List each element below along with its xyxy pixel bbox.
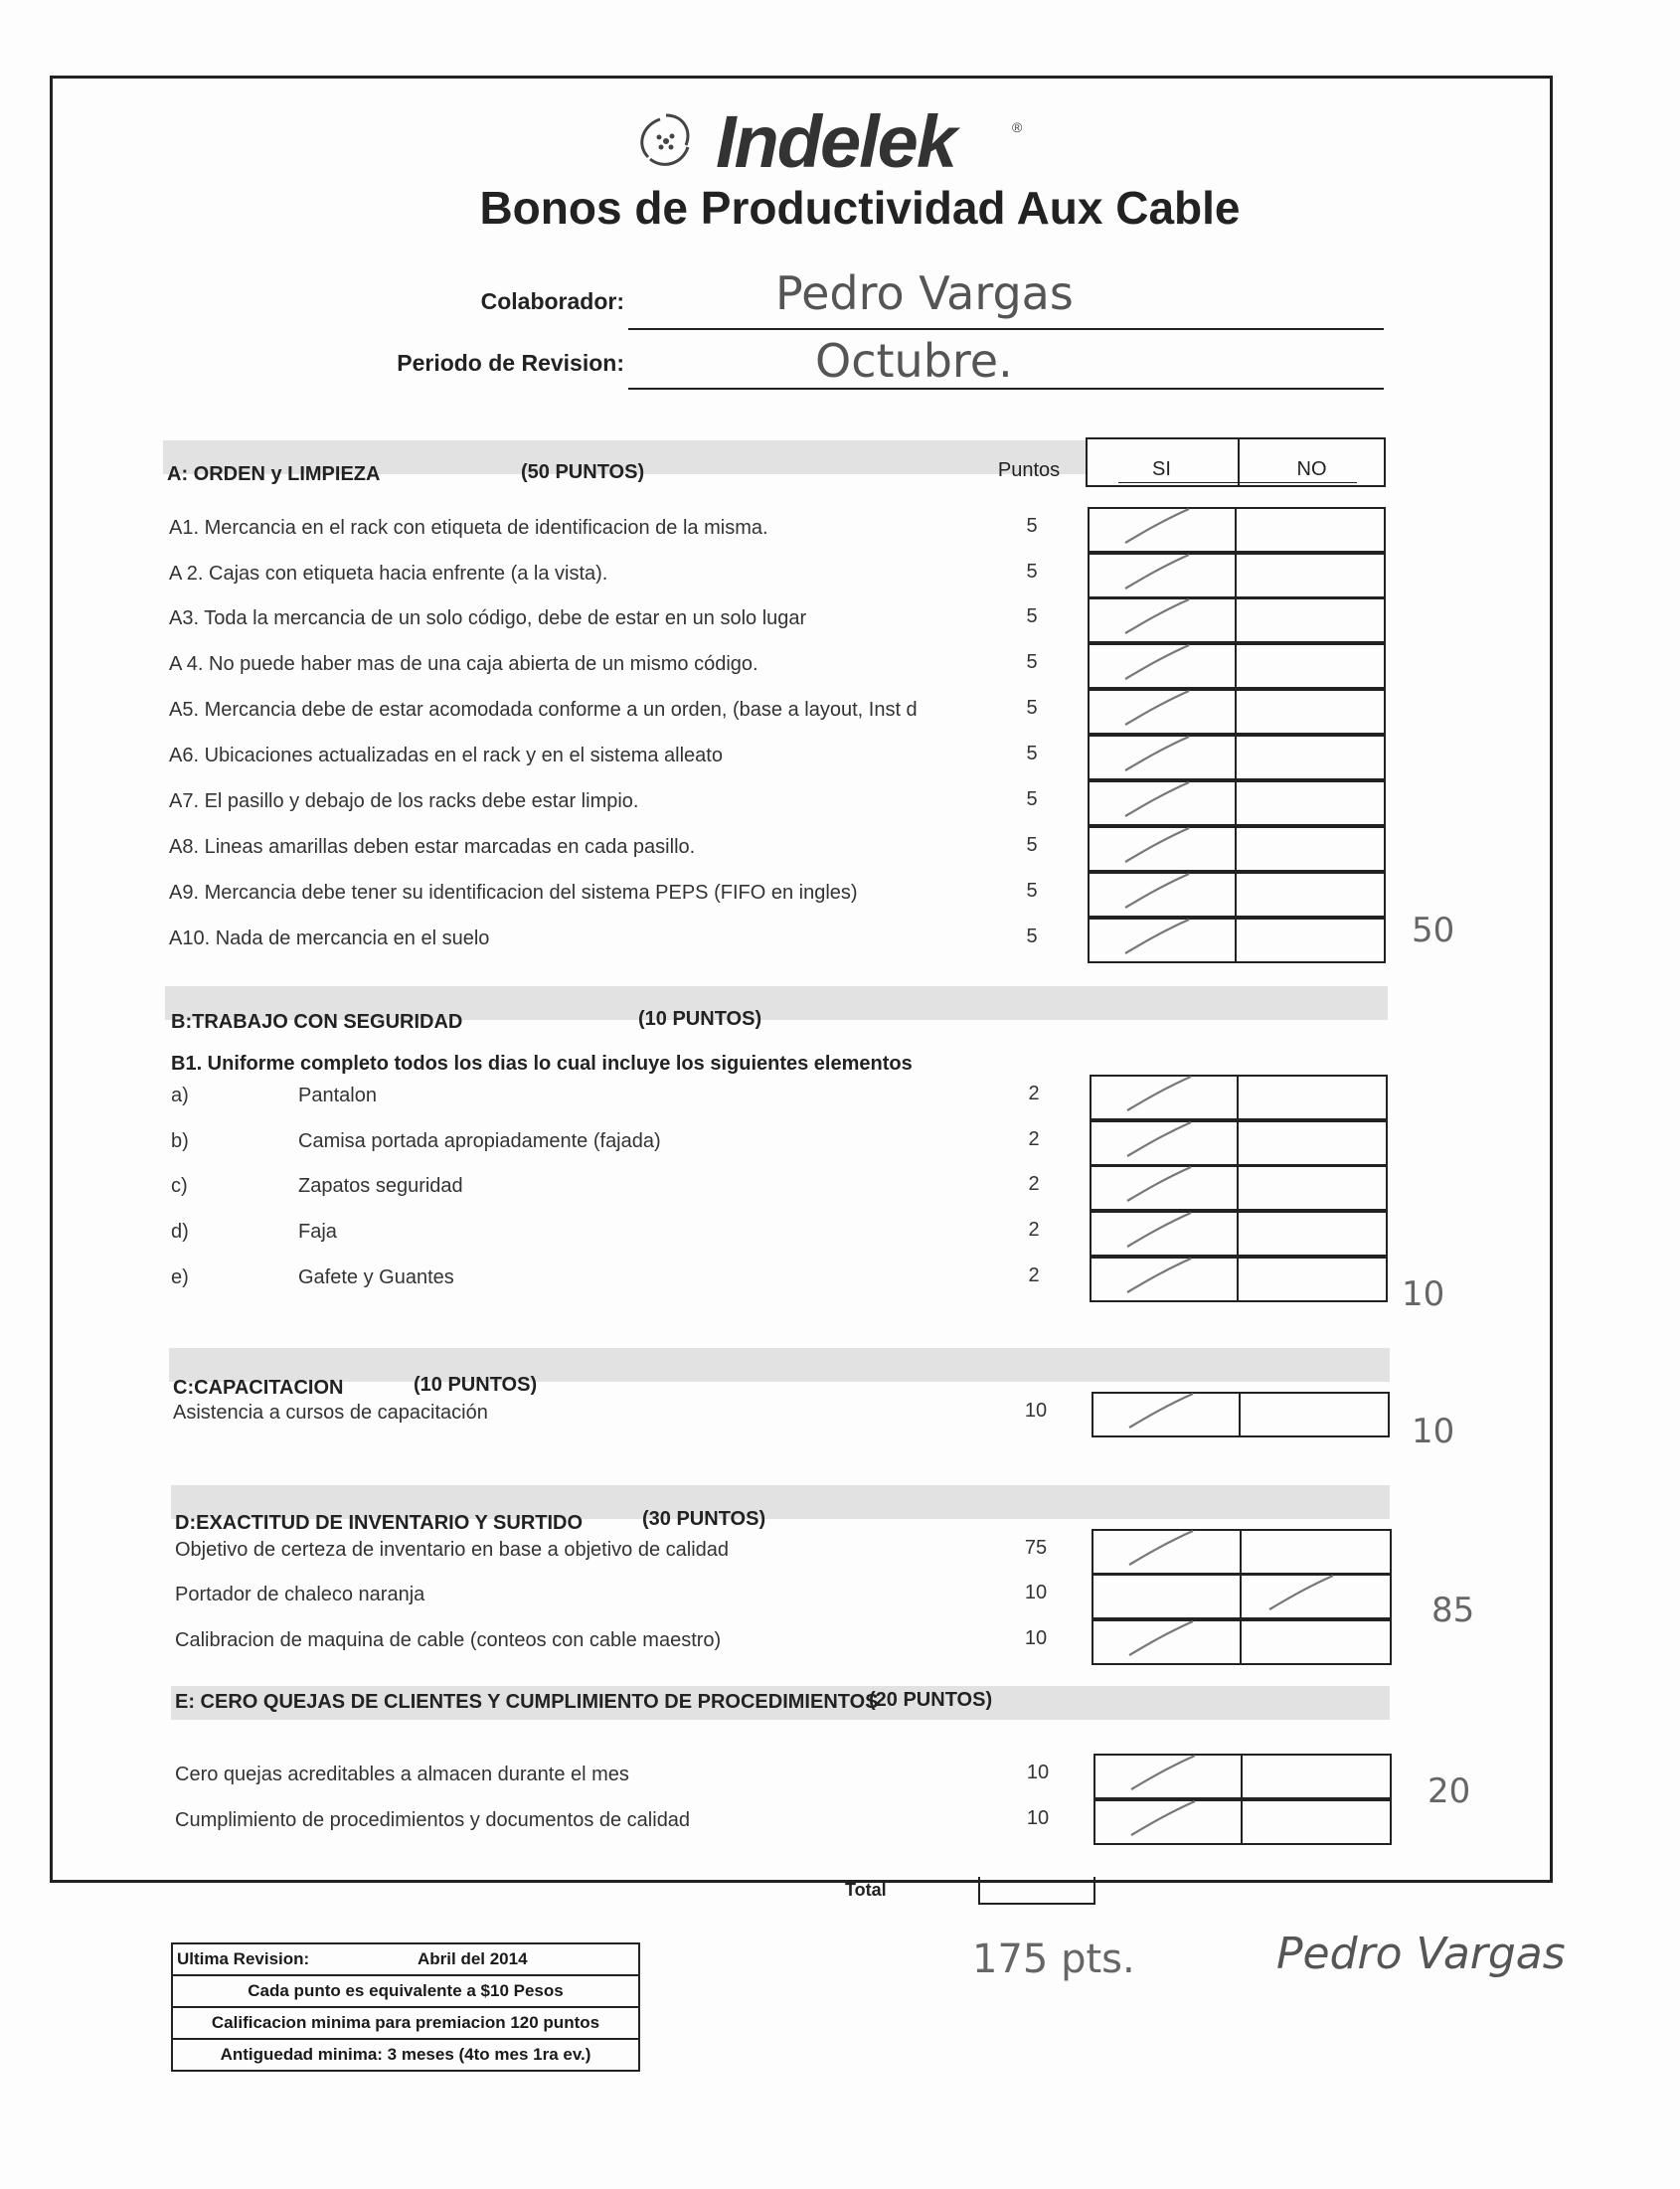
no-cell [1235,597,1386,643]
row-points: 5 [1026,743,1038,764]
check-mark-icon [1121,1615,1201,1665]
row-label: Objetivo de certeza de inventario en base a objetivo de calidad [175,1539,730,1561]
check-mark-icon [1117,731,1197,780]
check-mark-icon [1121,1525,1201,1575]
row-points: 5 [1026,651,1038,673]
total-label: Total [845,1880,887,1900]
check-mark-icon [1117,776,1197,826]
check-mark-icon [1117,593,1197,643]
row-label: A1. Mercancia en el rack con etiqueta de identificacion de la misma. [169,517,768,539]
no-cell [1235,507,1386,553]
row-points: 5 [1026,605,1038,627]
row-points: 5 [1026,515,1038,537]
signature: Pedro Vargas [1276,1929,1566,1979]
section-c-subtotal: 10 [1412,1412,1455,1451]
row-label: Cumplimiento de procedimientos y documentos de calidad [175,1809,691,1831]
row-points: 2 [1028,1219,1040,1241]
section-b-title: B:TRABAJO CON SEGURIDAD [171,1011,463,1033]
no-cell [1239,1392,1390,1437]
row-label: A6. Ubicaciones actualizadas en el rack y en el sistema alleato [169,745,723,766]
row-points: 5 [1026,880,1038,902]
no-cell [1235,553,1386,598]
column-no: NO [1296,458,1327,480]
no-cell [1235,872,1386,918]
row-points: 5 [1026,561,1038,583]
revision-label: Ultima Revision: [177,1949,310,1968]
no-cell [1240,1529,1392,1575]
row-label: Asistencia a cursos de capacitación [173,1402,488,1424]
column-si: SI [1152,458,1171,480]
row-points: 10 [1024,1582,1048,1603]
no-cell [1235,689,1386,735]
no-cell [1240,1619,1392,1665]
row-letter: a) [171,1085,189,1106]
row-points: 2 [1028,1264,1040,1286]
check-mark-icon [1121,1388,1201,1437]
si-underline [1118,482,1357,483]
row-points: 5 [1026,697,1038,719]
periodo-line [628,388,1384,390]
revision-value: Abril del 2014 [418,1949,528,1968]
row-label: A8. Lineas amarillas deben estar marcadas en cada pasillo. [169,836,696,858]
row-letter: b) [171,1130,189,1152]
section-b-points: (10 PUNTOS) [638,1008,762,1030]
check-mark-icon [1117,914,1197,963]
row-label: A10. Nada de mercancia en el suelo [169,927,490,949]
check-mark-icon [1119,1161,1199,1211]
row-points: 2 [1028,1128,1040,1150]
check-mark-icon [1117,639,1197,689]
info-revision-row [173,1944,638,1976]
check-mark-icon [1117,868,1197,918]
total-handwritten: 175 pts. [972,1936,1135,1982]
section-a-title: A: ORDEN y LIMPIEZA [167,463,381,485]
section-c-band [169,1348,1390,1382]
check-mark-icon [1119,1253,1199,1302]
registered-mark: ® [1012,119,1023,135]
section-a-subtotal: 50 [1412,911,1455,950]
colaborador-value: Pedro Vargas [775,266,1074,320]
row-points: 2 [1028,1083,1040,1104]
no-cell [1237,1165,1388,1211]
swirl-logo-icon [626,101,706,181]
no-cell [1235,780,1386,826]
periodo-label: Periodo de Revision: [397,350,624,376]
no-cell [1235,918,1386,963]
row-letter: c) [171,1175,188,1197]
section-c-title: C:CAPACITACION [173,1377,344,1399]
no-cell [1237,1257,1388,1302]
section-e-subtotal: 20 [1428,1771,1471,1811]
total-box [978,1877,1095,1905]
info-row-points: Cada punto es equivalente a $10 Pesos [173,1976,638,2008]
logo-wordmark: Indelek [716,100,955,183]
info-row-seniority: Antiguedad minima: 3 meses (4to mes 1ra ev.) [220,2045,591,2064]
check-mark-icon [1117,549,1197,598]
row-label: A5. Mercancia debe de estar acomodada conforme a un orden, (base a layout, Inst d [169,699,918,721]
indelek-logo [626,97,1054,187]
row-label: Faja [298,1221,337,1243]
row-label: Portador de chaleco naranja [175,1584,425,1605]
section-d-title: D:EXACTITUD DE INVENTARIO Y SURTIDO [175,1512,584,1534]
section-b-subtitle: B1. Uniforme completo todos los dias lo cual incluye los siguientes elementos [171,1053,913,1075]
info-box [171,1942,640,2072]
row-label: A 4. No puede haber mas de una caja abierta de un mismo código. [169,653,758,675]
check-mark-icon [1119,1116,1199,1166]
row-label: Calibracion de maquina de cable (conteos con cable maestro) [175,1629,722,1651]
si-cell [1092,1574,1242,1619]
row-points: 5 [1026,926,1038,947]
section-d-subtotal: 85 [1431,1591,1475,1630]
row-points: 10 [1024,1627,1048,1649]
colaborador-line [628,328,1384,330]
colaborador-label: Colaborador: [480,288,624,314]
no-cell [1235,826,1386,872]
check-mark-icon [1123,1795,1203,1845]
row-label: A7. El pasillo y debajo de los racks debe estar limpio. [169,790,639,812]
section-a-points: (50 PUNTOS) [521,461,645,483]
check-mark-icon [1117,685,1197,735]
row-label: Zapatos seguridad [298,1175,463,1197]
no-cell [1237,1120,1388,1166]
check-mark-icon [1123,1750,1203,1799]
no-cell [1241,1799,1392,1845]
row-label: Cero quejas acreditables a almacen durante el mes [175,1764,629,1785]
row-points: 2 [1028,1173,1040,1195]
section-b-subtotal: 10 [1402,1274,1445,1314]
row-points: 10 [1026,1762,1050,1783]
column-puntos: Puntos [997,459,1061,481]
no-cell [1241,1754,1392,1799]
row-label: Gafete y Guantes [298,1266,454,1288]
row-label: A9. Mercancia debe tener su identificacion del sistema PEPS (FIFO en ingles) [169,882,858,904]
check-mark-icon [1119,1207,1199,1257]
section-e-points: (20 PUNTOS) [869,1689,993,1711]
row-points: 75 [1024,1537,1048,1559]
section-e-title: E: CERO QUEJAS DE CLIENTES Y CUMPLIMIENTO DE PROCEDIMIENTOS [175,1691,879,1713]
row-letter: e) [171,1266,189,1288]
row-label: A 2. Cajas con etiqueta hacia enfrente (a la vista). [169,563,608,585]
no-cell [1235,735,1386,780]
info-row-minimum: Calificacion minima para premiacion 120 puntos [173,2008,638,2040]
row-label: A3. Toda la mercancia de un solo código, debe de estar en un solo lugar [169,607,807,629]
no-cell [1237,1211,1388,1257]
section-c-points: (10 PUNTOS) [414,1374,538,1396]
row-label: Camisa portada apropiadamente (fajada) [298,1130,661,1152]
section-d-points: (30 PUNTOS) [642,1508,766,1530]
periodo-value: Octubre. [815,334,1013,388]
no-cell [1237,1075,1388,1120]
check-mark-icon [1119,1071,1199,1120]
row-points: 10 [1026,1807,1050,1829]
row-points: 10 [1024,1400,1048,1422]
row-points: 5 [1026,788,1038,810]
page-title: Bonos de Productividad Aux Cable [479,182,1241,234]
row-letter: d) [171,1221,189,1243]
no-cell [1235,643,1386,689]
row-label: Pantalon [298,1085,377,1106]
check-mark-icon [1261,1570,1341,1619]
row-points: 5 [1026,834,1038,856]
check-mark-icon [1117,822,1197,872]
check-mark-icon [1117,503,1197,553]
